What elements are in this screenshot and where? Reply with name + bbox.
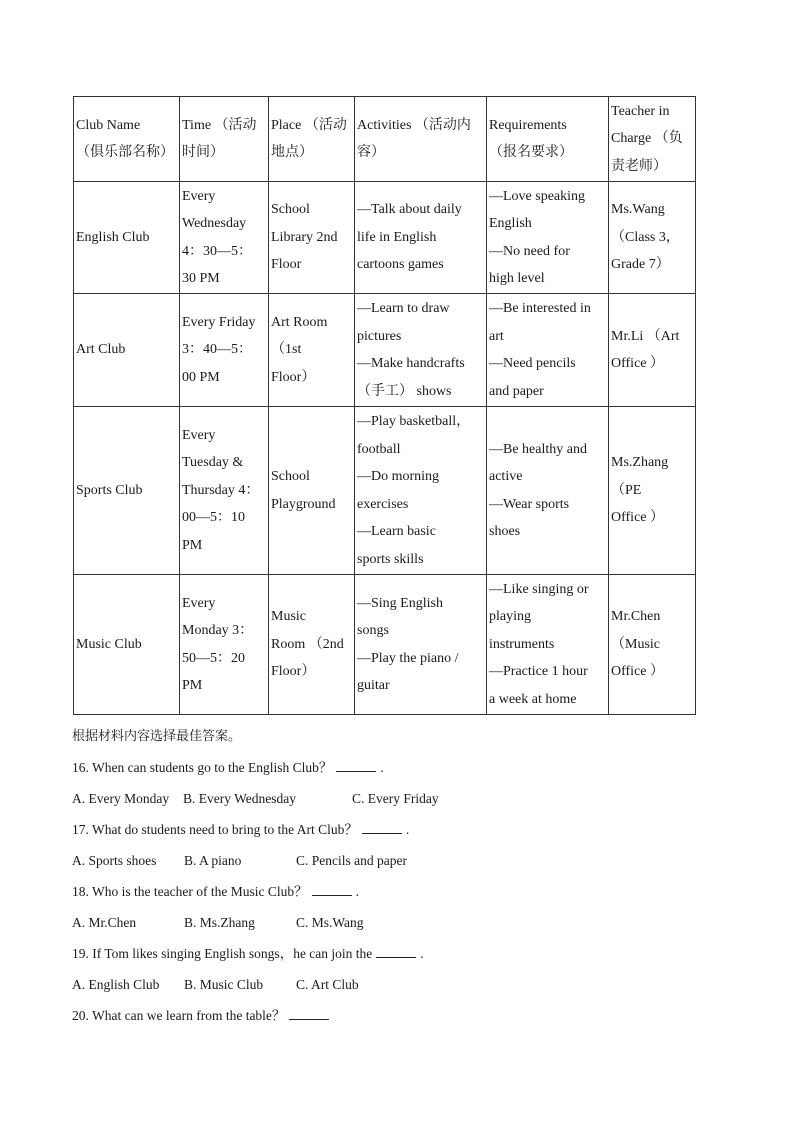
question-end: . (355, 884, 359, 899)
question-20 (72, 1005, 722, 1036)
cell-teacher: Mr.Chen （Music Office ） (609, 575, 696, 715)
table-header-row (74, 97, 696, 182)
cell-teacher: Mr.Li （Art Office ） (609, 294, 696, 407)
answer-blank[interactable] (336, 757, 376, 772)
option-b[interactable]: B. Music Club (184, 977, 264, 992)
question-section (72, 726, 722, 1036)
cell-time: Every Tuesday & Thursday 4： 00—5：10 PM (180, 407, 269, 575)
answer-blank[interactable] (376, 943, 416, 958)
options-18 (72, 912, 722, 943)
cell-requirements: —Be healthy and active —Wear sports shoes (487, 407, 609, 575)
option-b[interactable]: B. Ms.Zhang (184, 915, 255, 930)
option-a[interactable]: A. Sports shoes (72, 853, 157, 868)
question-text: If Tom likes singing English songs，he can join the (92, 946, 373, 961)
cell-time: Every Wednesday 4：30—5： 30 PM (180, 182, 269, 294)
question-number: 20. (72, 1008, 89, 1023)
table-row-sports-club (74, 407, 696, 575)
question-number: 18. (72, 884, 89, 899)
question-text: What do students need to bring to the Art Club？ (92, 822, 358, 837)
option-a[interactable]: A. English Club (72, 977, 160, 992)
options-16 (72, 788, 722, 819)
option-c[interactable]: C. Every Friday (352, 791, 439, 806)
options-19 (72, 974, 722, 1005)
cell-activities: —Sing English songs —Play the piano / guitar (355, 575, 487, 715)
question-19 (72, 943, 722, 974)
option-a[interactable]: A. Every Monday (72, 791, 170, 806)
cell-place: School Playground (269, 407, 355, 575)
cell-activities: —Learn to draw pictures —Make handcrafts （手工） shows (355, 294, 487, 407)
option-a[interactable]: A. Mr.Chen (72, 915, 137, 930)
option-c[interactable]: C. Art Club (296, 977, 359, 992)
question-18 (72, 881, 722, 912)
table-row-music-club (74, 575, 696, 715)
cell-activities: —Play basketball， football —Do morning exercises —Learn basic sports skills (355, 407, 487, 575)
question-end: . (405, 822, 410, 837)
cell-place: School Library 2nd Floor (269, 182, 355, 294)
header-requirements: Requirements （报名要求） (487, 97, 609, 182)
instruction-text: 根据材料内容选择最佳答案。 (72, 729, 242, 744)
question-number: 19. (72, 946, 89, 961)
cell-place: Art Room （1st Floor） (269, 294, 355, 407)
header-activities: Activities （活动内 容） (355, 97, 487, 182)
option-c[interactable]: C. Ms.Wang (296, 915, 364, 930)
header-club-name: Club Name （俱乐部名称） (74, 97, 180, 182)
option-b[interactable]: B. A piano (184, 853, 242, 868)
answer-blank[interactable] (289, 1005, 329, 1020)
header-teacher: Teacher in Charge （负 责老师） (609, 97, 696, 182)
cell-club-name: Sports Club (74, 407, 180, 575)
club-info-table (73, 96, 696, 715)
answer-blank[interactable] (312, 881, 352, 896)
cell-time: Every Monday 3： 50—5：20 PM (180, 575, 269, 715)
cell-requirements: —Be interested in art —Need pencils and paper (487, 294, 609, 407)
header-place: Place （活动 地点） (269, 97, 355, 182)
cell-club-name: Music Club (74, 575, 180, 715)
cell-activities: —Talk about daily life in English cartoons games (355, 182, 487, 294)
option-b[interactable]: B. Every Wednesday (183, 791, 297, 806)
question-16 (72, 757, 722, 788)
cell-place: Music Room （2nd Floor） (269, 575, 355, 715)
question-17 (72, 819, 722, 850)
table-row-art-club (74, 294, 696, 407)
cell-teacher: Ms.Zhang （PE Office ） (609, 407, 696, 575)
question-text: Who is the teacher of the Music Club？ (92, 884, 308, 899)
header-time: Time （活动 时间） (180, 97, 269, 182)
question-number: 16. (72, 760, 89, 775)
answer-blank[interactable] (362, 819, 402, 834)
options-17 (72, 850, 722, 881)
cell-time: Every Friday 3：40—5： 00 PM (180, 294, 269, 407)
cell-requirements: —Like singing or playing instruments —Practice 1 hour a week at home (487, 575, 609, 715)
cell-club-name: English Club (74, 182, 180, 294)
question-text: What can we learn from the table？ (92, 1008, 286, 1023)
table-row-english-club (74, 182, 696, 294)
cell-club-name: Art Club (74, 294, 180, 407)
question-end: . (380, 760, 384, 775)
cell-teacher: Ms.Wang （Class 3， Grade 7） (609, 182, 696, 294)
question-end: . (420, 946, 424, 961)
question-number: 17. (72, 822, 89, 837)
option-c[interactable]: C. Pencils and paper (296, 853, 407, 868)
cell-requirements: —Love speaking English —No need for high level (487, 182, 609, 294)
question-text: When can students go to the English Club？ (92, 760, 333, 775)
